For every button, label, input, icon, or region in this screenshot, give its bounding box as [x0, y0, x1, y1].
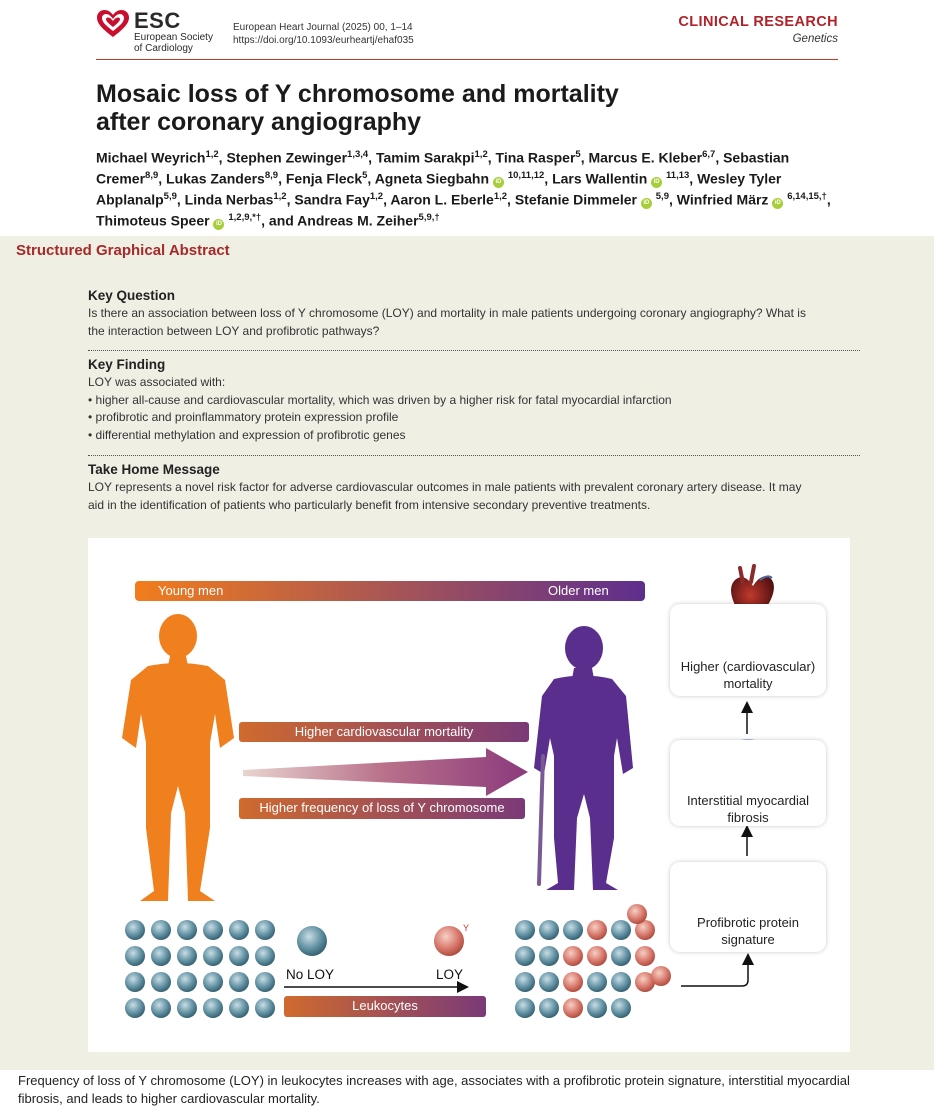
leukocyte [611, 972, 631, 992]
leukocyte [177, 946, 197, 966]
key-finding-list [88, 392, 858, 445]
leukocyte [229, 972, 249, 992]
take-home-block [88, 462, 858, 514]
central-illustration [88, 538, 850, 1052]
author-name: Marcus E. Kleber [588, 149, 703, 166]
author-affiliation: 5 [362, 170, 368, 182]
orcid-icon[interactable]: iD [493, 177, 504, 188]
journal-line: European Heart Journal (2025) 00, 1–14 [233, 22, 413, 33]
loy-leukocyte [563, 946, 583, 966]
leukocyte [255, 972, 275, 992]
author-name: Wesley Tyler Abplanalp [96, 170, 782, 208]
key-finding-title: Key Finding [88, 357, 166, 372]
leukocyte [515, 972, 535, 992]
author-name: Fenja Fleck [285, 170, 363, 187]
article-section [678, 14, 838, 45]
key-finding-block [88, 357, 858, 444]
author-name: Sebastian Cremer [96, 149, 790, 187]
orcid-icon[interactable]: iD [641, 198, 652, 209]
loy-leukocyte [587, 946, 607, 966]
list-item: • higher all-cause and cardiovascular mortality, which was driven by a higher risk for fatal myocardial infarction [88, 392, 858, 410]
author-name: Stephen Zewinger [226, 149, 348, 166]
mortality-outcome-box: Higher (cardiovascular) mortality [670, 604, 826, 696]
author-affiliation: 1,2 [273, 191, 287, 203]
subsection-name: Genetics [792, 33, 838, 45]
orcid-icon[interactable]: iD [213, 219, 224, 230]
author-name: Agneta Siegbahn [374, 170, 490, 187]
author-name: Linda Nerbas [184, 191, 274, 208]
leukocyte [515, 946, 535, 966]
leukocyte [177, 998, 197, 1018]
leukocyte [515, 920, 535, 940]
cane-icon [539, 756, 543, 884]
figure-caption: Frequency of loss of Y chromosome (LOY) in leukocytes increases with age, associates with a profibrotic protein signature, interstitial myocardial fibrosis, and leads to higher cardiovascular mortality. [18, 1073, 850, 1106]
leukocyte [203, 920, 223, 940]
author-affiliation: 5,9,† [418, 212, 440, 224]
author-affiliation: 1,2 [205, 149, 219, 160]
leukocyte [255, 946, 275, 966]
author-name: Winfried März [676, 191, 769, 208]
author-list: Michael Weyrich$^{1,2}$, Stephen Zewinger$^{1,3,4}$, Tamim Sarakpi$^{1,2}$, Tina Rasper$^5$, Marcus E. Kleber$^{6,7}$, Sebastian Cremer$^{8,9}$, Lukas Zanders$^{8,9}$, Fenja Fleck$^5$, Agneta Siegbahn iD $^{10,11,12}$, Lars Wallentin iD $^{11,13}$, Wesley Tyler Abplanalp$^{5,9}$, Linda Nerbas$^{1,2}$, Sandra Fay$^{1,2}$, Aaron L. Eberle$^{1,2}$, Stefanie Dimmeler iD $^{5,9}$, Winfried März iD $^{6,14,15,\dagger}$, Thimoteus Speer iD $^{1,2,9,*\dagger}$, and Andreas M. Zeiher$^{5,9,\dagger}$ [96, 149, 831, 230]
leukocyte [151, 972, 171, 992]
author-affiliation: 1,2 [369, 191, 384, 203]
esc-logo [96, 8, 231, 56]
leukocytes-label: Leukocytes [352, 998, 418, 1013]
loy-leukocyte [587, 920, 607, 940]
author-name: Michael Weyrich [96, 149, 206, 166]
young-leukocyte-grid [125, 920, 275, 1018]
author-affiliation: 8,9 [264, 170, 279, 182]
y-chromosome-label: Y [463, 923, 470, 933]
leukocyte [611, 998, 631, 1018]
orcid-icon[interactable]: iD [772, 198, 783, 209]
loy-leukocyte [563, 998, 583, 1018]
leukocyte [203, 972, 223, 992]
logo-word: ESC [134, 8, 181, 33]
author-affiliation: 1,2 [493, 191, 508, 203]
author-name: Lars Wallentin [552, 170, 648, 187]
young-man-silhouette [122, 614, 234, 901]
loy-leukocyte [627, 904, 647, 924]
leukocyte [229, 920, 249, 940]
author-affiliation: 10,11,12 [507, 170, 545, 182]
leukocyte [151, 998, 171, 1018]
leukocyte [611, 946, 631, 966]
author-affiliation: 1,2 [474, 149, 488, 160]
no-loy-label: No LOY [286, 967, 335, 982]
author-affiliation: 5,9 [655, 191, 669, 203]
leukocyte [229, 946, 249, 966]
loy-leukocyte [635, 946, 655, 966]
older-leukocyte-grid [515, 904, 671, 1018]
author-affiliation: 1,3,4 [347, 149, 369, 160]
key-question-text: Is there an association between loss of Y chromosome (LOY) and mortality in male patients undergoing coronary angiography? What is the interaction between LOY and profibrotic pathways? [88, 306, 806, 338]
leukocyte [539, 946, 559, 966]
author-name: Tamim Sarakpi [375, 149, 475, 166]
list-item: • differential methylation and expression of profibrotic genes [88, 427, 858, 445]
author-affiliation: 5 [575, 149, 581, 160]
loy-bar-label: Higher frequency of loss of Y chromosome [259, 800, 505, 815]
leukocyte [563, 920, 583, 940]
leukocyte [611, 920, 631, 940]
author-name: Thimoteus Speer [96, 213, 210, 230]
author-name: Lukas Zanders [166, 170, 265, 187]
logo-sub-line-2: of Cardiology [134, 43, 193, 54]
leukocyte [587, 998, 607, 1018]
leukocyte [587, 972, 607, 992]
list-item: • profibrotic and proinflammatory protein expression profile [88, 409, 858, 427]
leukocyte [151, 920, 171, 940]
author-name: Stefanie Dimmeler [514, 191, 637, 208]
loy-label: LOY [436, 967, 464, 982]
protein-signature-box: Profibrotic protein signature [670, 862, 826, 952]
leukocyte [539, 972, 559, 992]
abstract-heading: Structured Graphical Abstract [16, 242, 230, 259]
author-affiliation: 8,9 [145, 170, 159, 182]
author-affiliation: 1,2,9,*† [228, 212, 262, 224]
logo-subtitle [134, 32, 234, 54]
young-men-label: Young men [158, 583, 224, 598]
age-progression-arrow [243, 748, 528, 796]
journal-citation [233, 21, 414, 47]
author-affiliation: 11,13 [666, 170, 690, 182]
leukocyte [539, 998, 559, 1018]
leukocyte [177, 972, 197, 992]
key-finding-intro: LOY was associated with: [88, 375, 226, 389]
author-name: Andreas M. Zeiher [297, 213, 419, 230]
orcid-icon[interactable]: iD [651, 177, 662, 188]
leukocyte [255, 998, 275, 1018]
doi-link[interactable]: https://doi.org/10.1093/eurheartj/ehaf035 [233, 35, 414, 46]
title-line-2: after coronary angiography [96, 108, 422, 136]
older-man-silhouette [534, 626, 633, 890]
older-men-label: Older men [548, 583, 609, 598]
heart-logo-icon [96, 9, 130, 39]
leukocyte [151, 946, 171, 966]
leukocyte [177, 920, 197, 940]
fibrosis-box: Interstitial myocardial fibrosis [670, 740, 826, 826]
leukocyte [125, 998, 145, 1018]
title-line-1: Mosaic loss of Y chromosome and mortality [96, 80, 619, 108]
take-home-title: Take Home Message [88, 462, 220, 477]
leukocyte [203, 998, 223, 1018]
leukocyte [255, 920, 275, 940]
leukocyte [125, 946, 145, 966]
loy-leukocyte [651, 966, 671, 986]
author-affiliation: 6,14,15,† [787, 191, 827, 203]
leukocyte [125, 972, 145, 992]
leukocyte [229, 998, 249, 1018]
graphical-abstract [0, 236, 934, 1070]
no-loy-cell [297, 926, 327, 956]
journal-header [96, 8, 838, 60]
leukocyte [125, 920, 145, 940]
take-home-text: LOY represents a novel risk factor for adverse cardiovascular outcomes in male patients with prevalent coronary artery disease. It may aid in the identification of patients who particularly benefit from intensive secondary preventive treatments. [88, 480, 802, 512]
section-name: CLINICAL RESEARCH [678, 14, 838, 30]
divider [88, 350, 860, 351]
author-name: Sandra Fay [294, 191, 370, 208]
mortality-bar-label: Higher cardiovascular mortality [294, 724, 474, 739]
key-question-block [88, 288, 858, 340]
article-title [96, 80, 816, 136]
loy-cell [434, 926, 464, 956]
leukocyte [515, 998, 535, 1018]
loy-leukocyte [563, 972, 583, 992]
key-question-title: Key Question [88, 288, 176, 303]
divider [88, 455, 860, 456]
author-affiliation: 5,9 [163, 191, 177, 203]
author-affiliation: 6,7 [702, 149, 716, 160]
logo-sub-line-1: European Society [134, 32, 213, 43]
author-name: Tina Rasper [495, 149, 576, 166]
leukocyte [539, 920, 559, 940]
arrow-to-protein-icon [681, 956, 748, 986]
author-name: Aaron L. Eberle [390, 191, 494, 208]
leukocyte [203, 946, 223, 966]
